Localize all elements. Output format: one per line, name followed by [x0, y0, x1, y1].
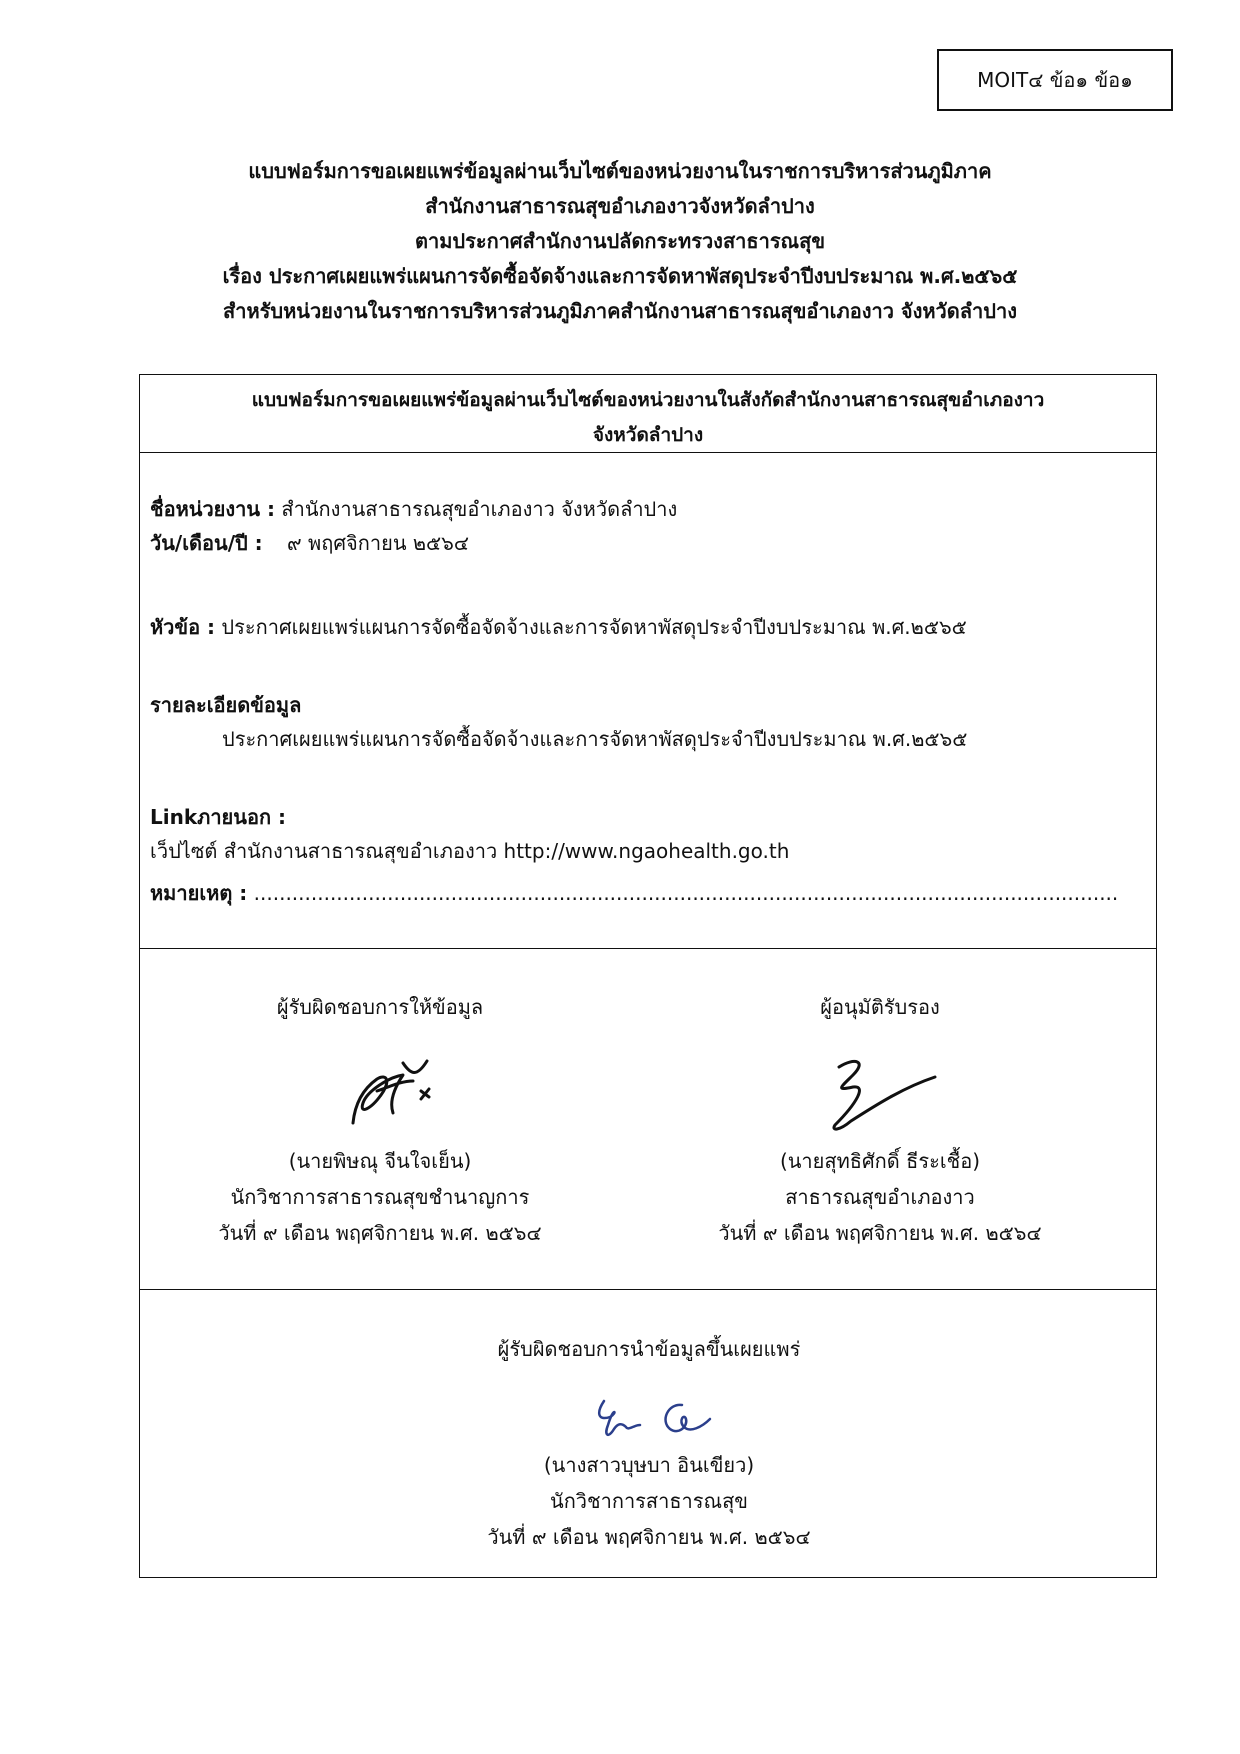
topic-label: หัวข้อ : — [150, 615, 216, 639]
link-label-row — [150, 801, 286, 833]
note-dots: ........................................................................................................................................ — [253, 881, 1119, 905]
divider-approvers — [140, 1289, 1156, 1290]
left-signer-position: นักวิชาการสาธารณสุขชำนาญการ — [230, 1185, 530, 1209]
right-signer-info — [680, 1143, 1080, 1251]
date-label: วัน/เดือน/ปี : — [150, 531, 263, 555]
publisher-position: นักวิชาการสาธารณสุข — [550, 1489, 748, 1513]
left-signer-date: วันที่ ๙ เดือน พฤศจิกายน พ.ศ. ๒๕๖๔ — [218, 1221, 542, 1245]
date-value: ๙ พฤศจิกายน ๒๕๖๔ — [287, 531, 469, 555]
form-title-line-2: จังหวัดลำปาง — [592, 424, 704, 446]
form-box-title — [140, 383, 1156, 453]
unit-value: สำนักงานสาธารณสุขอำเภองาว จังหวัดลำปาง — [281, 497, 678, 521]
left-signature — [325, 1051, 445, 1141]
topic-value: ประกาศเผยแพร่แผนการจัดซื้อจัดจ้างและการจัดหาพัสดุประจำปีงบประมาณ พ.ศ.๒๕๖๕ — [221, 615, 967, 639]
header-line-4: เรื่อง ประกาศเผยแพร่แผนการจัดซื้อจัดจ้างและการจัดหาพัสดุประจำปีงบประมาณ พ.ศ.๒๕๖๕ — [222, 264, 1018, 288]
header-line-1: แบบฟอร์มการขอเผยแพร่ข้อมูลผ่านเว็บไซต์ของหน่วยงานในราชการบริหารส่วนภูมิภาค — [248, 159, 992, 183]
left-signer-name: (นายพิษณุ จีนใจเย็น) — [288, 1149, 472, 1173]
publisher-info — [399, 1447, 899, 1555]
right-signer-date: วันที่ ๙ เดือน พฤศจิกายน พ.ศ. ๒๕๖๔ — [718, 1221, 1042, 1245]
unit-row — [150, 493, 677, 525]
link-label: Linkภายนอก : — [150, 805, 287, 829]
form-box — [139, 374, 1157, 1578]
left-signer-heading: ผู้รับผิดชอบการให้ข้อมูล — [276, 995, 484, 1019]
right-signer-name: (นายสุทธิศักดิ์ ธีระเชื้อ) — [779, 1149, 981, 1173]
publisher-heading: ผู้รับผิดชอบการนำข้อมูลขึ้นเผยแพร่ — [497, 1337, 801, 1361]
publisher-date: วันที่ ๙ เดือน พฤศจิกายน พ.ศ. ๒๕๖๔ — [487, 1525, 811, 1549]
date-row — [150, 527, 469, 559]
document-code-box — [937, 49, 1173, 111]
right-signer-position: สาธารณสุขอำเภองาว — [785, 1185, 975, 1209]
topic-row — [150, 611, 967, 643]
document-code: MOIT๔ ข้อ๑ ข้อ๑ — [977, 68, 1133, 92]
detail-value: ประกาศเผยแพร่แผนการจัดซื้อจัดจ้างและการจัดหาพัสดุประจำปีงบประมาณ พ.ศ.๒๕๖๕ — [222, 727, 968, 751]
right-signature — [795, 1047, 945, 1147]
right-signer-heading: ผู้อนุมัติรับรอง — [820, 995, 940, 1019]
header-line-3: ตามประกาศสำนักงานปลัดกระทรวงสาธารณสุข — [414, 229, 825, 253]
header-line-2: สำนักงานสาธารณสุขอำเภองาวจังหวัดลำปาง — [425, 194, 815, 218]
unit-label: ชื่อหน่วยงาน : — [150, 497, 276, 521]
form-title-line-1: แบบฟอร์มการขอเผยแพร่ข้อมูลผ่านเว็บไซต์ของหน่วยงานในสังกัดสำนักงานสาธารณสุขอำเภองาว — [251, 389, 1045, 411]
note-row — [150, 877, 1118, 909]
document-header — [140, 154, 1100, 329]
left-signer-info — [180, 1143, 580, 1251]
divider-title — [140, 452, 1156, 453]
note-label: หมายเหตุ : — [150, 881, 248, 905]
detail-label-row — [150, 689, 301, 721]
divider-fields — [140, 948, 1156, 949]
header-line-5: สำหรับหน่วยงานในราชการบริหารส่วนภูมิภาคสำนักงานสาธารณสุขอำเภองาว จังหวัดลำปาง — [223, 299, 1017, 323]
publisher-signature — [578, 1391, 738, 1451]
detail-label: รายละเอียดข้อมูล — [150, 693, 302, 717]
publisher-name: (นางสาวบุษบา อินเขียว) — [543, 1453, 755, 1477]
link-value: เว็ปไซต์ สำนักงานสาธารณสุขอำเภองาว http://www.ngaohealth.go.th — [150, 839, 790, 863]
